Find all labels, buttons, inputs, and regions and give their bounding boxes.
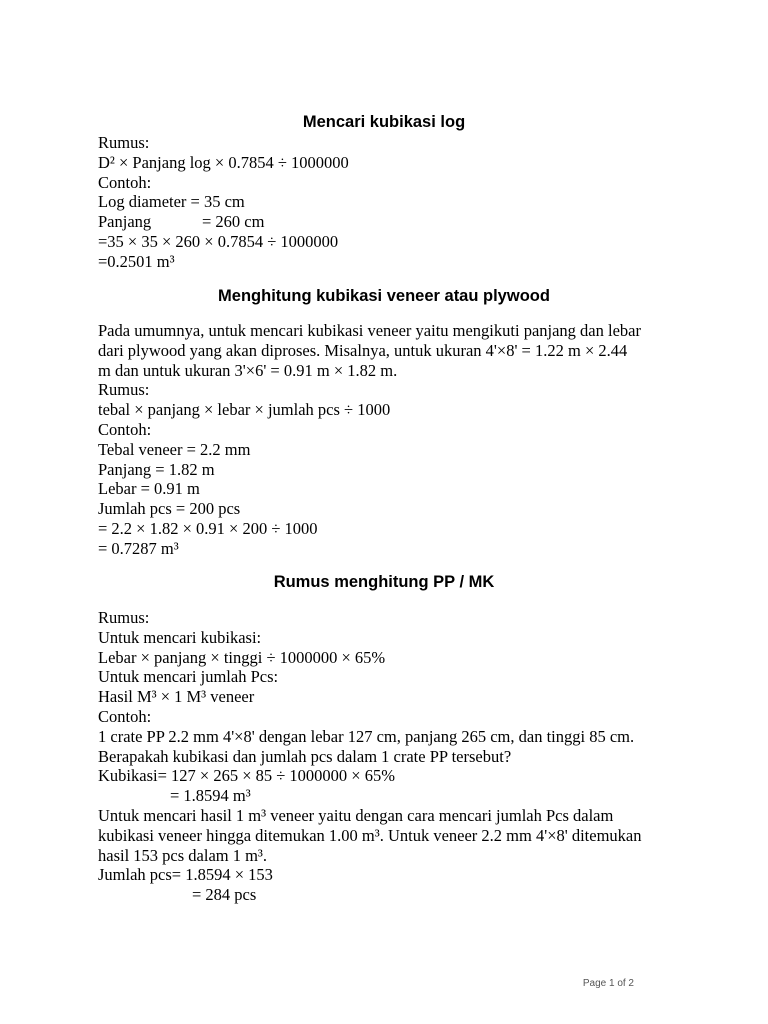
text-line: Jumlah pcs= 1.8594 × 153 [98, 865, 273, 885]
text-line: Hasil M³ × 1 M³ veneer [98, 687, 255, 707]
section-title-log: Mencari kubikasi log [302, 113, 466, 131]
text-line: Contoh: [98, 706, 152, 726]
text-line: Rumus: [98, 133, 150, 152]
text-line: = 0.7287 m³ [98, 538, 179, 558]
text-line: Untuk mencari jumlah Pcs: [98, 667, 279, 687]
text-line: =0.2501 m³ [98, 251, 175, 271]
text-line: Log diameter = 35 cm [98, 192, 245, 212]
text-line: Untuk mencari hasil 1 m³ veneer yaitu dengan cara mencari jumlah Pcs dalam [98, 805, 614, 825]
text-line: Rumus: [98, 608, 150, 627]
text-line: Kubikasi= 127 × 265 × 85 ÷ 1000000 × 65% [98, 766, 395, 786]
section-body-pp-mk [98, 608, 698, 905]
text-line: kubikasi veneer hingga ditemukan 1.00 m³. Untuk veneer 2.2 mm 4'×8' ditemukan [98, 825, 642, 845]
page-number: Page 1 of 2 [582, 978, 634, 989]
text-line: Berapakah kubikasi dan jumlah pcs dalam 1 crate PP tersebut? [98, 746, 512, 766]
text-line: Contoh: [98, 172, 152, 192]
section-title-veneer: Menghitung kubikasi veneer atau plywood [218, 287, 550, 305]
text-line: Lebar = 0.91 m [98, 479, 200, 499]
text-line: Pada umumnya, untuk mencari kubikasi veneer yaitu mengikuti panjang dan lebar [98, 321, 641, 340]
section-title-pp-mk: Rumus menghitung PP / MK [273, 573, 495, 591]
text-line: Lebar × panjang × tinggi ÷ 1000000 × 65% [98, 647, 386, 667]
text-line: =35 × 35 × 260 × 0.7854 ÷ 1000000 [98, 231, 339, 251]
text-line: Untuk mencari kubikasi: [98, 627, 262, 647]
text-line: Rumus: [98, 380, 150, 400]
section-body-veneer [98, 321, 698, 559]
panjang-label: Panjang [98, 212, 152, 232]
text-line: D² × Panjang log × 0.7854 ÷ 1000000 [98, 152, 349, 172]
text-line: Panjang = 1.82 m [98, 459, 215, 479]
panjang-value: = 260 cm [202, 212, 265, 232]
text-line: hasil 153 pcs dalam 1 m³. [98, 845, 268, 865]
text-line: m dan untuk ukuran 3'×6' = 0.91 m × 1.82 m. [98, 360, 398, 380]
text-line: tebal × panjang × lebar × jumlah pcs ÷ 1000 [98, 400, 391, 420]
text-line: = 2.2 × 1.82 × 0.91 × 200 ÷ 1000 [98, 518, 318, 538]
kubikasi-result: = 1.8594 m³ [170, 786, 251, 806]
text-line: dari plywood yang akan diproses. Misalnya, untuk ukuran 4'×8' = 1.22 m × 2.44 [98, 340, 628, 360]
pcs-result: = 284 pcs [192, 885, 257, 905]
text-line: 1 crate PP 2.2 mm 4'×8' dengan lebar 127 cm, panjang 265 cm, dan tinggi 85 cm. [98, 726, 635, 746]
text-line: Tebal veneer = 2.2 mm [98, 439, 251, 459]
section-body-log [98, 133, 698, 272]
text-line: Jumlah pcs = 200 pcs [98, 499, 241, 519]
text-line: Contoh: [98, 419, 152, 439]
panjang-line [98, 212, 698, 232]
